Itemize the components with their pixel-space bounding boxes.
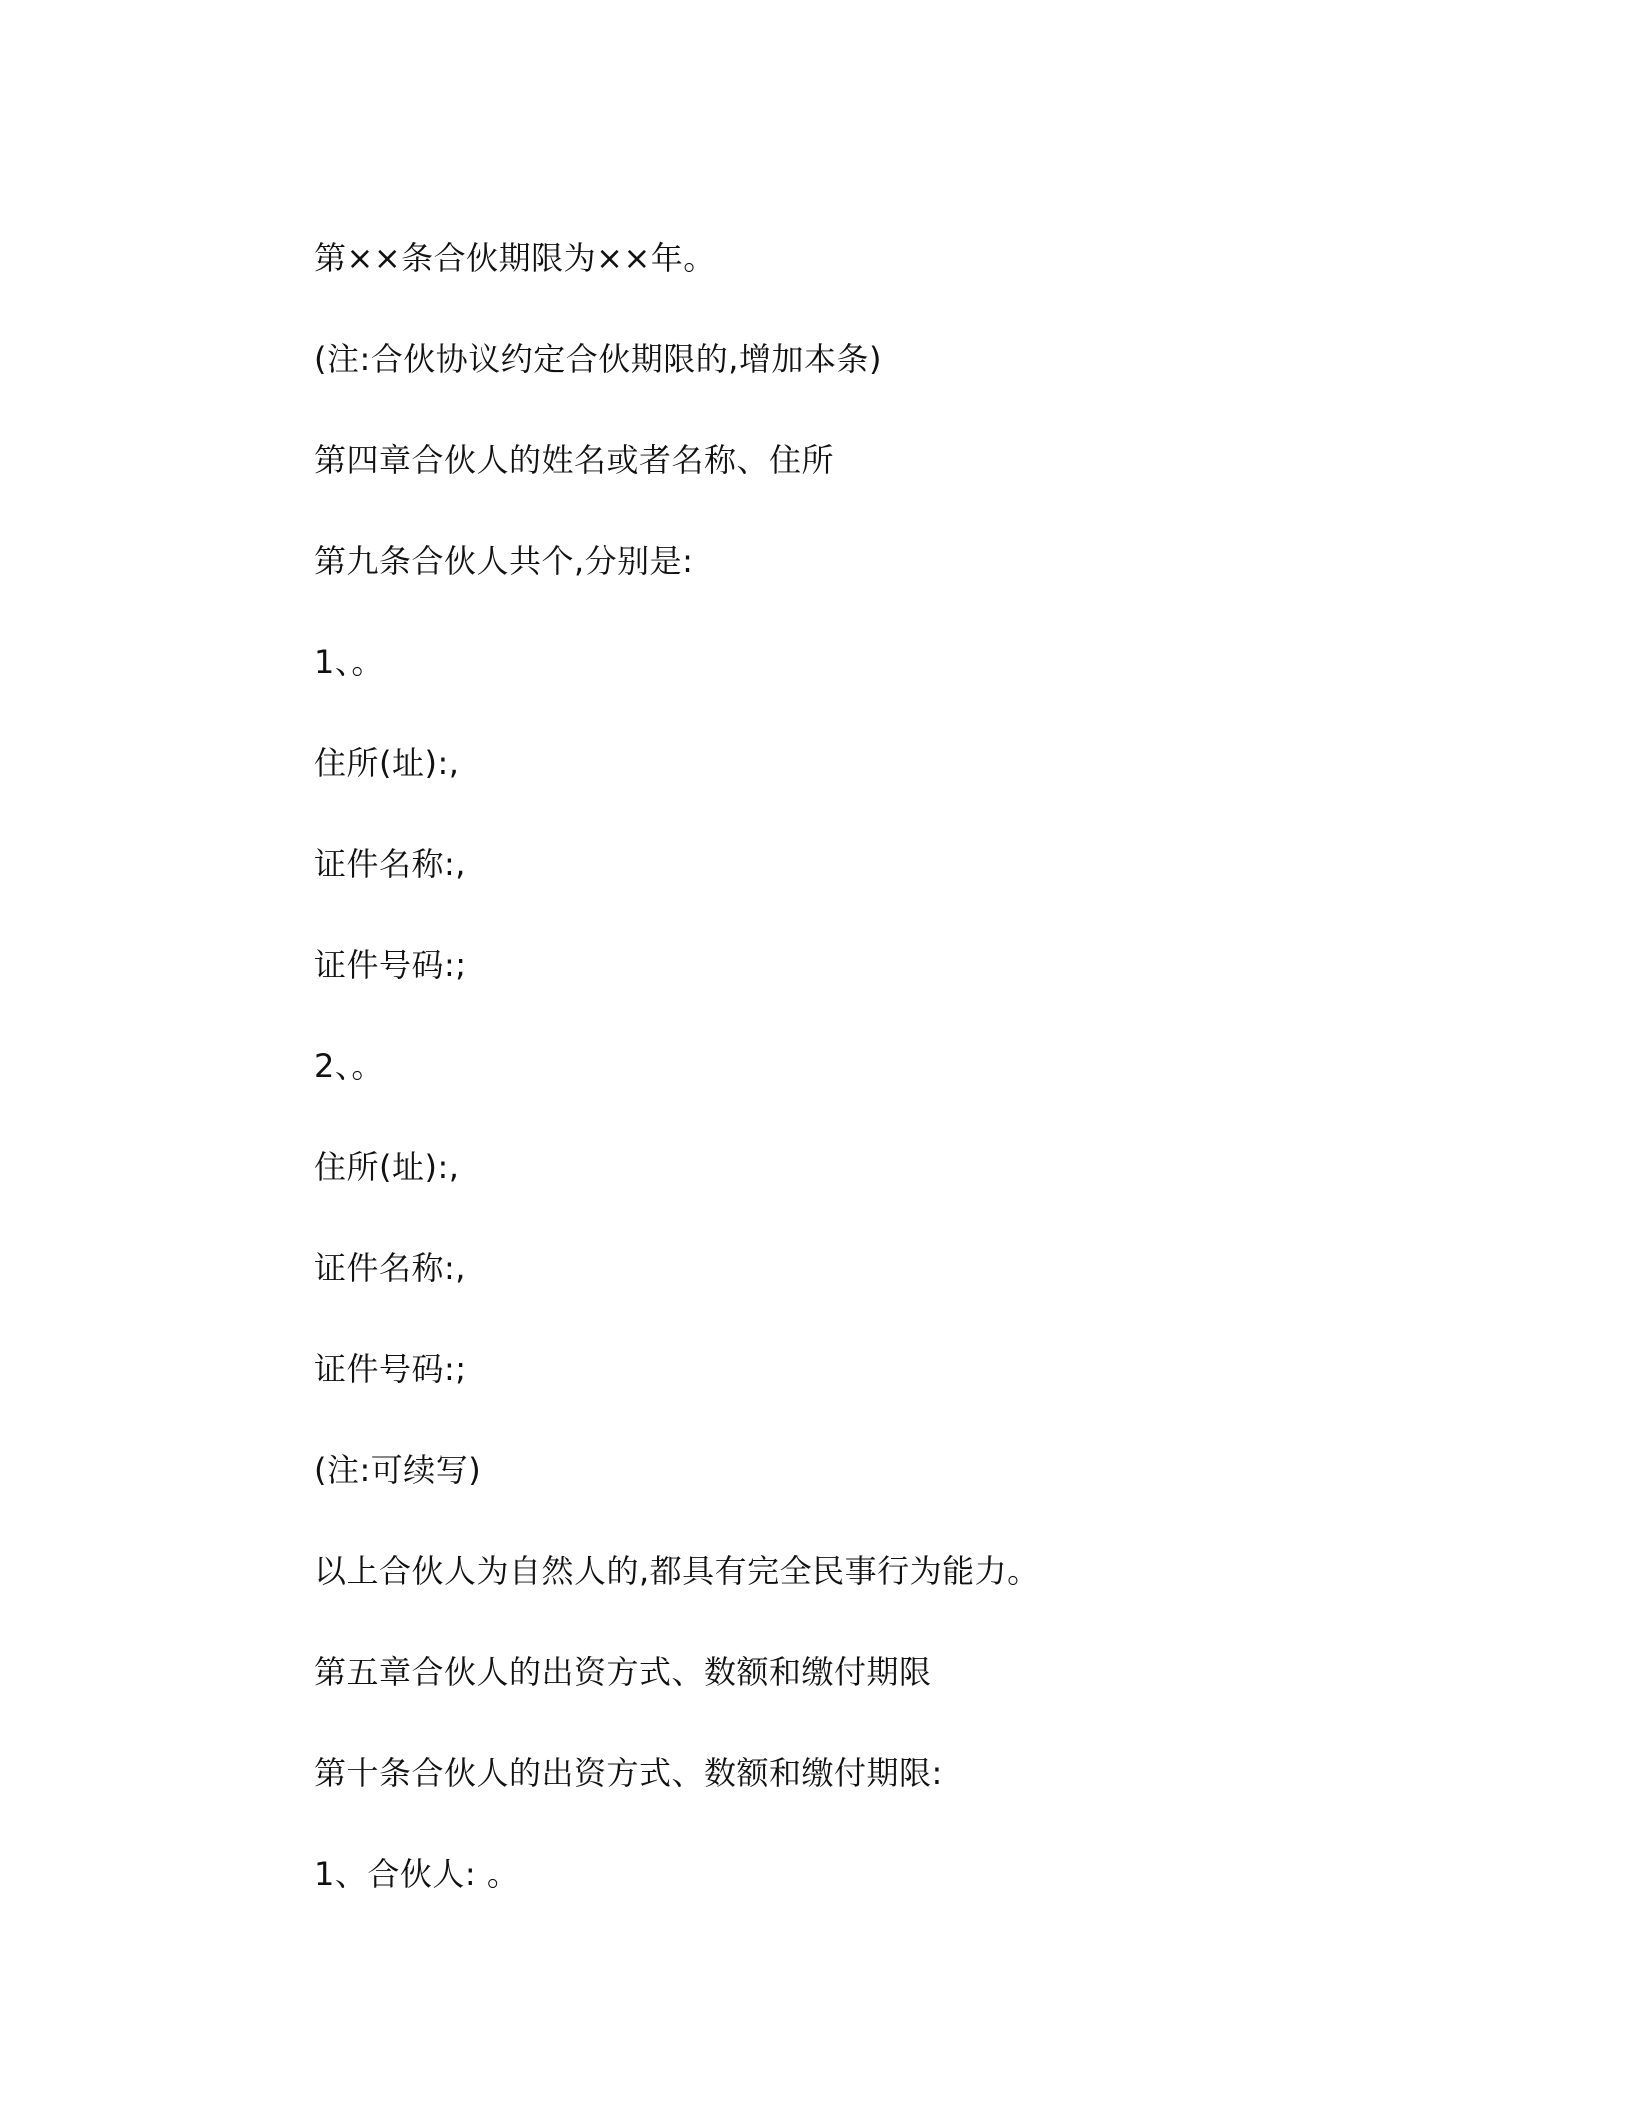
partner-1-id-number: 证件号码:;: [314, 946, 467, 984]
article-partnership-term: 第××条合伙期限为××年。: [314, 239, 716, 277]
document-body: [314, 228, 1514, 1945]
chapter-five-heading: 第五章合伙人的出资方式、数额和缴付期限: [314, 1653, 932, 1691]
partner-2-id-number: 证件号码:;: [314, 1350, 467, 1388]
chapter-four-heading: 第四章合伙人的姓名或者名称、住所: [314, 441, 835, 479]
note-partnership-term: (注:合伙协议约定合伙期限的,增加本条): [314, 340, 882, 378]
partner-2-id-type: 证件名称:,: [314, 1249, 466, 1287]
partner-1-id-type: 证件名称:,: [314, 845, 466, 883]
article-nine: 第九条合伙人共个,分别是:: [314, 542, 694, 580]
partner-1-item: 1、。: [314, 643, 384, 681]
article-ten: 第十条合伙人的出资方式、数额和缴付期限:: [314, 1754, 943, 1792]
partner-1-address: 住所(址):,: [314, 744, 460, 782]
partner-2-item: 2、。: [314, 1047, 384, 1085]
capacity-statement: 以上合伙人为自然人的,都具有完全民事行为能力。: [314, 1552, 1040, 1590]
partner-2-address: 住所(址):,: [314, 1148, 460, 1186]
note-continue: (注:可续写): [314, 1451, 482, 1489]
contribution-partner-1: 1、合伙人: 。: [314, 1855, 520, 1893]
